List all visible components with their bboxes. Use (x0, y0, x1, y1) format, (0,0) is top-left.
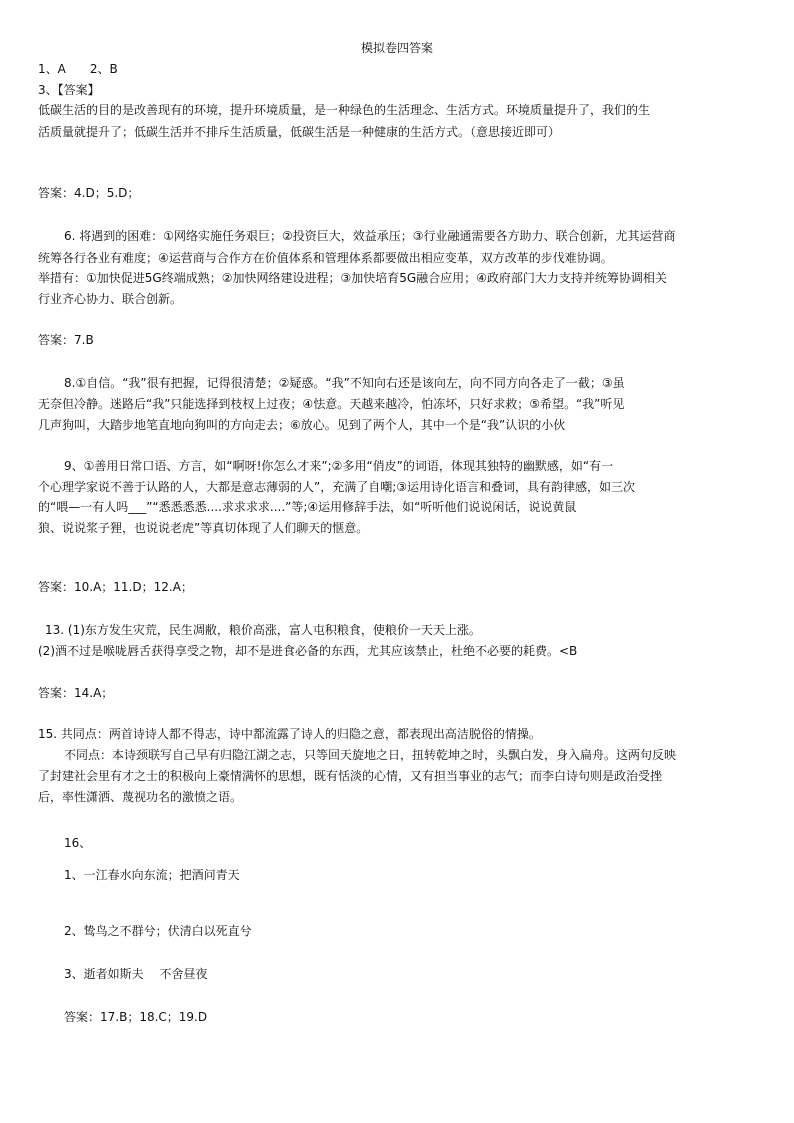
answer-16-item: 1、一江春水向东流；把酒问青天 (64, 868, 240, 882)
answer-6-line: 6. 将遇到的困难：①网络实施任务艰巨；②投资巨大，效益承压；③行业融通需要各方助力、联合创新，尤其运营商 (64, 229, 676, 243)
answer-8-line: 8.①自信。“我”很有把握，记得很清楚；②疑惑。“我”不知向右还是该向左，向不同方向各走了一截；③虽 (64, 376, 625, 390)
answer-3-line: 低碳生活的目的是改善现有的环境，提升环境质量，是一种绿色的生活理念、生活方式。环境质量提升了，我们的生 (38, 103, 651, 117)
answer-14: 答案：14.A； (38, 686, 114, 700)
answer-13-line: 13. (1)东方发生灾荒，民生凋敝，粮价高涨，富人屯积粮食，使粮价一天天上涨。 (45, 623, 481, 637)
answer-16-item: 3、逝者如斯夫 不舍昼夜 (64, 967, 208, 981)
answer-16-item: 2、鸷鸟之不群兮；伏清白以死直兮 (64, 924, 252, 938)
answer-9-line: 狼、说说浆子狸，也说说老虎”等真切体现了人们聊天的惬意。 (38, 521, 369, 535)
answer-4-5: 答案：4.D；5.D； (38, 186, 140, 200)
answer-16-heading: 16、 (64, 836, 92, 850)
answer-3-line: 活质量就提升了；低碳生活并不排斥生活质量，低碳生活是一种健康的生活方式。（意思接近即可） (38, 125, 561, 139)
answer-6-line: 统筹各行各业有难度；④运营商与合作方在价值体系和管理体系都要做出相应变革，双方改革的步伐难协调。 (38, 251, 613, 265)
answer-15-line: 后，率性潇洒、蔑视功名的激愤之语。 (38, 790, 243, 804)
answer-6-line: 行业齐心协力、联合创新。 (38, 292, 183, 306)
answer-9-line: 的“喂—一有人吗___”“悉悉悉悉....求求求求....”等;④运用修辞手法，如“听听他们说说闲话，说说黄鼠 (38, 500, 577, 514)
answer-13-line: (2)酒不过是喉咙唇舌获得享受之物，却不是进食必备的东西，尤其应该禁止，杜绝不必要的耗费。<B (38, 644, 578, 658)
page-title: 模拟卷四答案 (360, 41, 433, 55)
answer-3-heading: 3、【答案】 (38, 83, 100, 97)
answer-9-line: 9、①善用日常口语、方言，如“啊呀!你怎么才来”;②多用“俏皮”的词语，体现其独特的幽默感，如“有一 (64, 459, 614, 473)
answer-1-2: 1、A 2、B (38, 62, 118, 76)
answer-9-line: 个心理学家说不善于认路的人，大都是意志薄弱的人”，充满了自嘲;③运用诗化语言和叠词，具有韵律感，如三次 (38, 480, 636, 494)
answer-7: 答案：7.B (38, 333, 94, 347)
answer-15-line: 了封建社会里有才之士的积极向上豪情满怀的思想，既有恬淡的心情，又有担当事业的志气；而李白诗句则是政治受挫 (38, 769, 663, 783)
answer-10-12: 答案：10.A；11.D；12.A； (38, 580, 193, 594)
answer-15-line: 不同点：本诗颈联写自己早有归隐江湖之志，只等回天旋地之日，扭转乾坤之时，头飘白发，身入扁舟。这两句反映 (64, 748, 677, 762)
answer-17-19: 答案：17.B；18.C；19.D (64, 1010, 208, 1024)
answer-6-line: 举措有：①加快促进5G终端成熟；②加快网络建设进程；③加快培育5G融合应用；④政府部门大力支持并统筹协调相关 (38, 271, 667, 285)
answer-15-line: 15. 共同点：两首诗诗人都不得志，诗中都流露了诗人的归隐之意，都表现出高洁脱俗的情操。 (38, 727, 541, 741)
answer-8-line: 无奈但冷静。迷路后“我”只能选择到枝杈上过夜；④怯意。天越来越冷，怕冻坏，只好求救；⑤希望。“我”听见 (38, 397, 625, 411)
answer-8-line: 几声狗叫，大踏步地笔直地向狗叫的方向走去；⑥放心。见到了两个人，其中一个是“我”认识的小伙 (38, 418, 566, 432)
